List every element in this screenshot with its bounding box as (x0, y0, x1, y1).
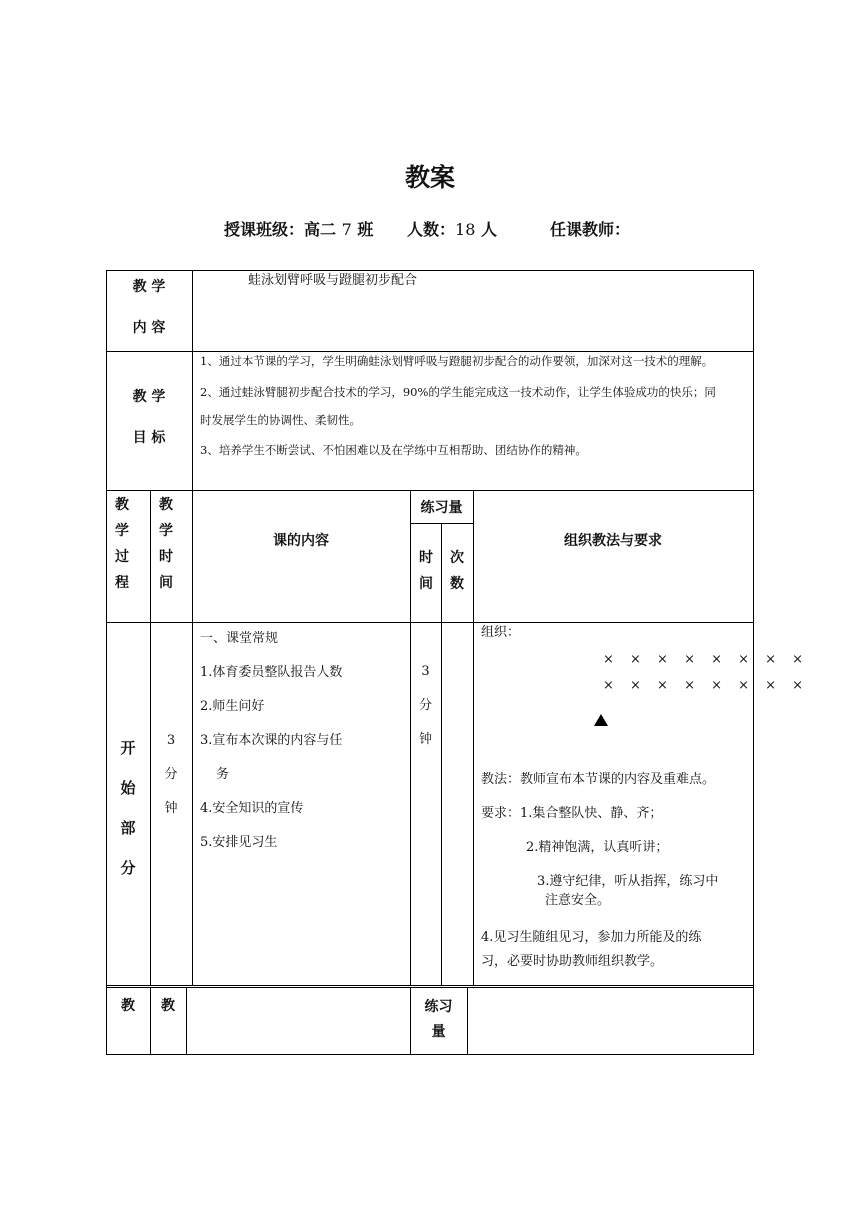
class-info (224, 217, 373, 240)
list-item: 1.体育委员整队报告人数 (200, 665, 343, 680)
goal-line-1: 1、通过本节课的学习，学生明确蛙泳划臂呼吸与蹬腿初步配合的动作要领，加深对这一技术的理解。 (200, 354, 714, 368)
class-label: 授课班级： (224, 220, 305, 239)
people-num: 18 (455, 220, 476, 239)
teacher-marker-icon (594, 714, 608, 726)
org-label: 组织： (481, 625, 521, 640)
people-unit: 人 (480, 220, 497, 239)
list-item: 3.宣布本次课的内容与任 (200, 733, 343, 748)
class-value-num: 7 (341, 220, 352, 239)
section-time: 3 分 钟 (164, 733, 178, 816)
content-text: 蛙泳划臂呼吸与蹬腿初步配合 (248, 273, 418, 288)
people-label: 人数： (407, 220, 456, 239)
page-title: 教案 (404, 163, 455, 192)
list-item: 务 (216, 767, 230, 782)
section-name: 开 始 部 分 (120, 739, 136, 877)
class-value-b: 班 (357, 220, 374, 239)
formation-row-2: × × × × × × × × (603, 678, 810, 693)
org-req-1: 要求：1.集合整队快、静、齐； (481, 806, 663, 821)
header-process: 教 学 过 程 (115, 497, 129, 591)
org-req-3: 3.遵守纪律，听从指挥，练习中 注意安全。 (537, 874, 719, 908)
formation-row-1: × × × × × × × × (603, 652, 810, 667)
header-time: 教 学 时 间 (159, 497, 173, 591)
header-org: 组织教法与要求 (564, 533, 662, 549)
footer-col-2: 教 (161, 998, 175, 1014)
org-req-4: 4.见习生随组见习，参加力所能及的练 习，必要时协助教师组织教学。 (481, 930, 702, 969)
section-practice-time: 3 分 钟 (418, 664, 432, 747)
header-practice-time: 时 间 (419, 550, 433, 592)
footer-practice: 练习 量 (424, 999, 453, 1040)
goal-line-3: 时发展学生的协调性、柔韧性。 (200, 413, 361, 427)
header-content: 课的内容 (273, 533, 329, 549)
teacher-label: 任课教师： (550, 220, 631, 239)
goal-label-2: 目 标 (132, 430, 166, 446)
goal-line-4: 3、培养学生不断尝试、不怕困难以及在学练中互相帮助、团结协作的精神。 (200, 443, 587, 457)
class-value-a: 高二 (304, 220, 337, 239)
list-item: 2.师生问好 (200, 699, 265, 714)
goal-label-1: 教 学 (132, 389, 166, 405)
list-item: 4.安全知识的宣传 (200, 801, 304, 816)
content-label-1: 教 学 (132, 279, 166, 295)
list-item: 5.安排见习生 (200, 835, 278, 850)
list-item: 一、课堂常规 (200, 631, 279, 646)
header-practice-count: 次 数 (450, 550, 464, 592)
section-items (200, 622, 342, 860)
goal-line-2: 2、通过蛙泳臂腿初步配合技术的学习，90%的学生能完成这一技术动作，让学生体验成功的快乐；同 (200, 385, 716, 399)
header-practice: 练习量 (420, 500, 463, 516)
content-label-2: 内 容 (132, 320, 166, 336)
people-info (407, 217, 497, 240)
org-method: 教法：教师宣布本节课的内容及重难点。 (481, 772, 716, 787)
org-req-2: 2.精神饱满，认真听讲； (526, 840, 669, 855)
footer-col-1: 教 (121, 998, 135, 1014)
